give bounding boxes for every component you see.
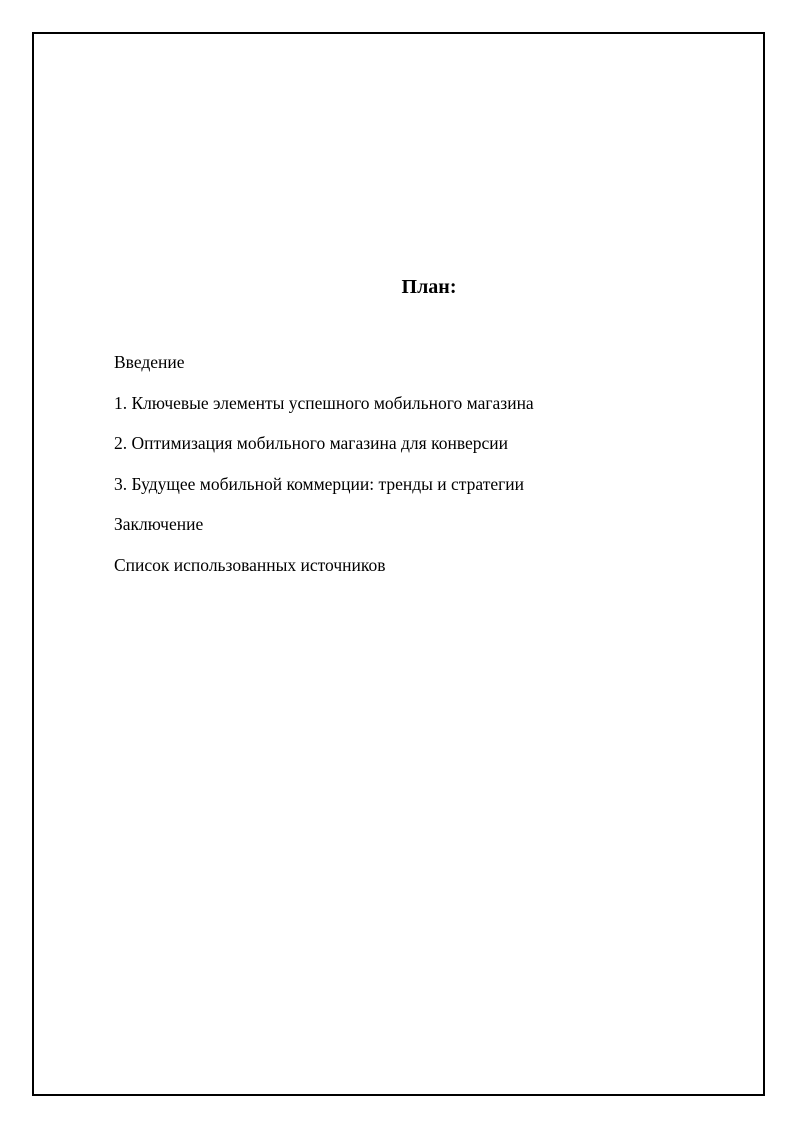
toc-item-references: Список использованных источников	[114, 554, 386, 575]
toc-item-chapter-1: 1. Ключевые элементы успешного мобильного магазина	[114, 392, 534, 413]
toc-item-introduction: Введение	[114, 352, 185, 372]
page-title: План:	[401, 276, 457, 298]
toc-item-conclusion: Заключение	[114, 514, 204, 534]
toc-item-chapter-2: 2. Оптимизация мобильного магазина для конверсии	[114, 433, 508, 453]
toc-item-chapter-3: 3. Будущее мобильной коммерции: тренды и стратегии	[114, 473, 525, 494]
table-of-contents	[114, 351, 534, 594]
